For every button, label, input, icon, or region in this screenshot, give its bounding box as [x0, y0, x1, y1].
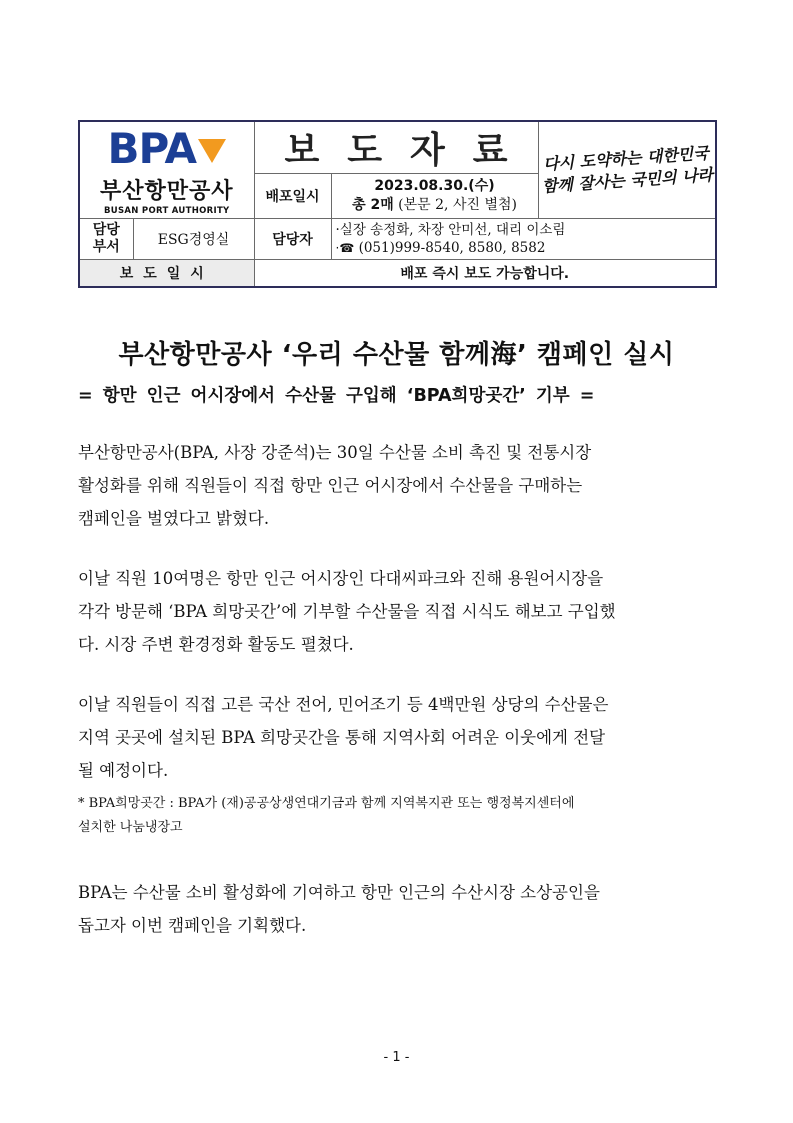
title-cell	[254, 121, 538, 174]
dept-value: ESG경영실	[133, 219, 254, 260]
page-count-total: 총 2매	[352, 197, 394, 213]
date-cell	[331, 174, 538, 219]
headline: 부산항만공사 ‘우리 수산물 함께海’ 캠페인 실시	[118, 340, 675, 370]
release-date: 2023.08.30.(수)	[374, 178, 495, 194]
distribution-label: 배포일시	[254, 174, 331, 219]
paragraph-line: 지역 곳곳에 설치된 BPA 희망곳간을 통해 지역사회 어려운 이웃에게 전달	[78, 728, 606, 747]
paragraph-line: BPA는 수산물 소비 활성화에 기여하고 항만 인근의 수산시장 소상공인을	[78, 883, 600, 902]
logo-brand: BPA	[107, 124, 196, 173]
paragraph-line: 돕고자 이번 캠페인을 기획했다.	[78, 916, 307, 935]
press-release-header	[78, 120, 715, 290]
logo-cell	[79, 121, 254, 219]
page-count-detail: (본문 2, 사진 별첨)	[393, 197, 517, 213]
dept-label: 담당 부서	[79, 219, 133, 260]
logo-name-kr: 부산항만공사	[100, 179, 234, 204]
paragraph-line: 부산항만공사(BPA, 사장 강준석)는 30일 수산물 소비 촉진 및 전통시장	[78, 443, 592, 462]
paragraph-2	[78, 562, 718, 661]
subheadline: = 항만 인근 어시장에서 수산물 구입해 ‘BPA희망곳간’ 기부 =	[78, 386, 595, 406]
paragraph-line: 활성화를 위해 직원들이 직접 항만 인근 어시장에서 수산물을 구매하는	[78, 476, 583, 495]
phone-icon: ·☎	[335, 241, 355, 255]
paragraph-4	[78, 876, 718, 942]
contact-phone: (051)999-8540, 8580, 8582	[354, 240, 546, 256]
footnote-line: * BPA희망곳간 : BPA가 (재)공공상생연대기금과 함께 지역복지관 또는 행정복지센터에	[78, 796, 575, 811]
page-count	[332, 196, 538, 215]
page-number: - 1 -	[383, 1050, 410, 1065]
release-label: 보도일시	[79, 260, 254, 288]
bpa-logo	[80, 124, 254, 173]
contact-cell	[331, 219, 716, 260]
footnote	[78, 792, 738, 840]
paragraph-line: 다. 시장 주변 환경정화 활동도 펼쳤다.	[78, 635, 354, 654]
release-value: 배포 즉시 보도 가능합니다.	[254, 260, 716, 288]
logo-name-en: BUSAN PORT AUTHORITY	[103, 206, 230, 216]
footnote-line: 설치한 나눔냉장고	[78, 820, 183, 835]
contact-people: ·실장 송정화, 차장 안미선, 대리 이소림	[335, 222, 566, 238]
paragraph-line: 캠페인을 벌였다고 밝혔다.	[78, 509, 270, 528]
page-title: 보도자료	[284, 130, 536, 171]
paragraph-line: 각각 방문해 ‘BPA 희망곳간’에 기부할 수산물을 직접 시식도 해보고 구입했	[78, 602, 616, 621]
paragraph-line: 이날 직원 10여명은 항만 인근 어시장인 다대씨파크와 진해 용원어시장을	[78, 569, 604, 588]
contact-phone-row	[336, 239, 716, 257]
paragraph-line: 될 예정이다.	[78, 761, 169, 780]
slogan-line-1: 다시 도약하는 대한민국	[542, 143, 710, 174]
government-slogan	[540, 142, 714, 198]
paragraph-1	[78, 436, 718, 535]
header-table	[78, 120, 717, 288]
slogan-cell	[538, 121, 716, 219]
paragraph-3	[78, 688, 718, 787]
slogan-line-2: 함께 잘사는 국민의 나라	[541, 165, 714, 196]
contact-label: 담당자	[254, 219, 331, 260]
logo-triangle-icon	[198, 139, 226, 163]
paragraph-line: 이날 직원들이 직접 고른 국산 전어, 민어조기 등 4백만원 상당의 수산물은	[78, 695, 609, 714]
